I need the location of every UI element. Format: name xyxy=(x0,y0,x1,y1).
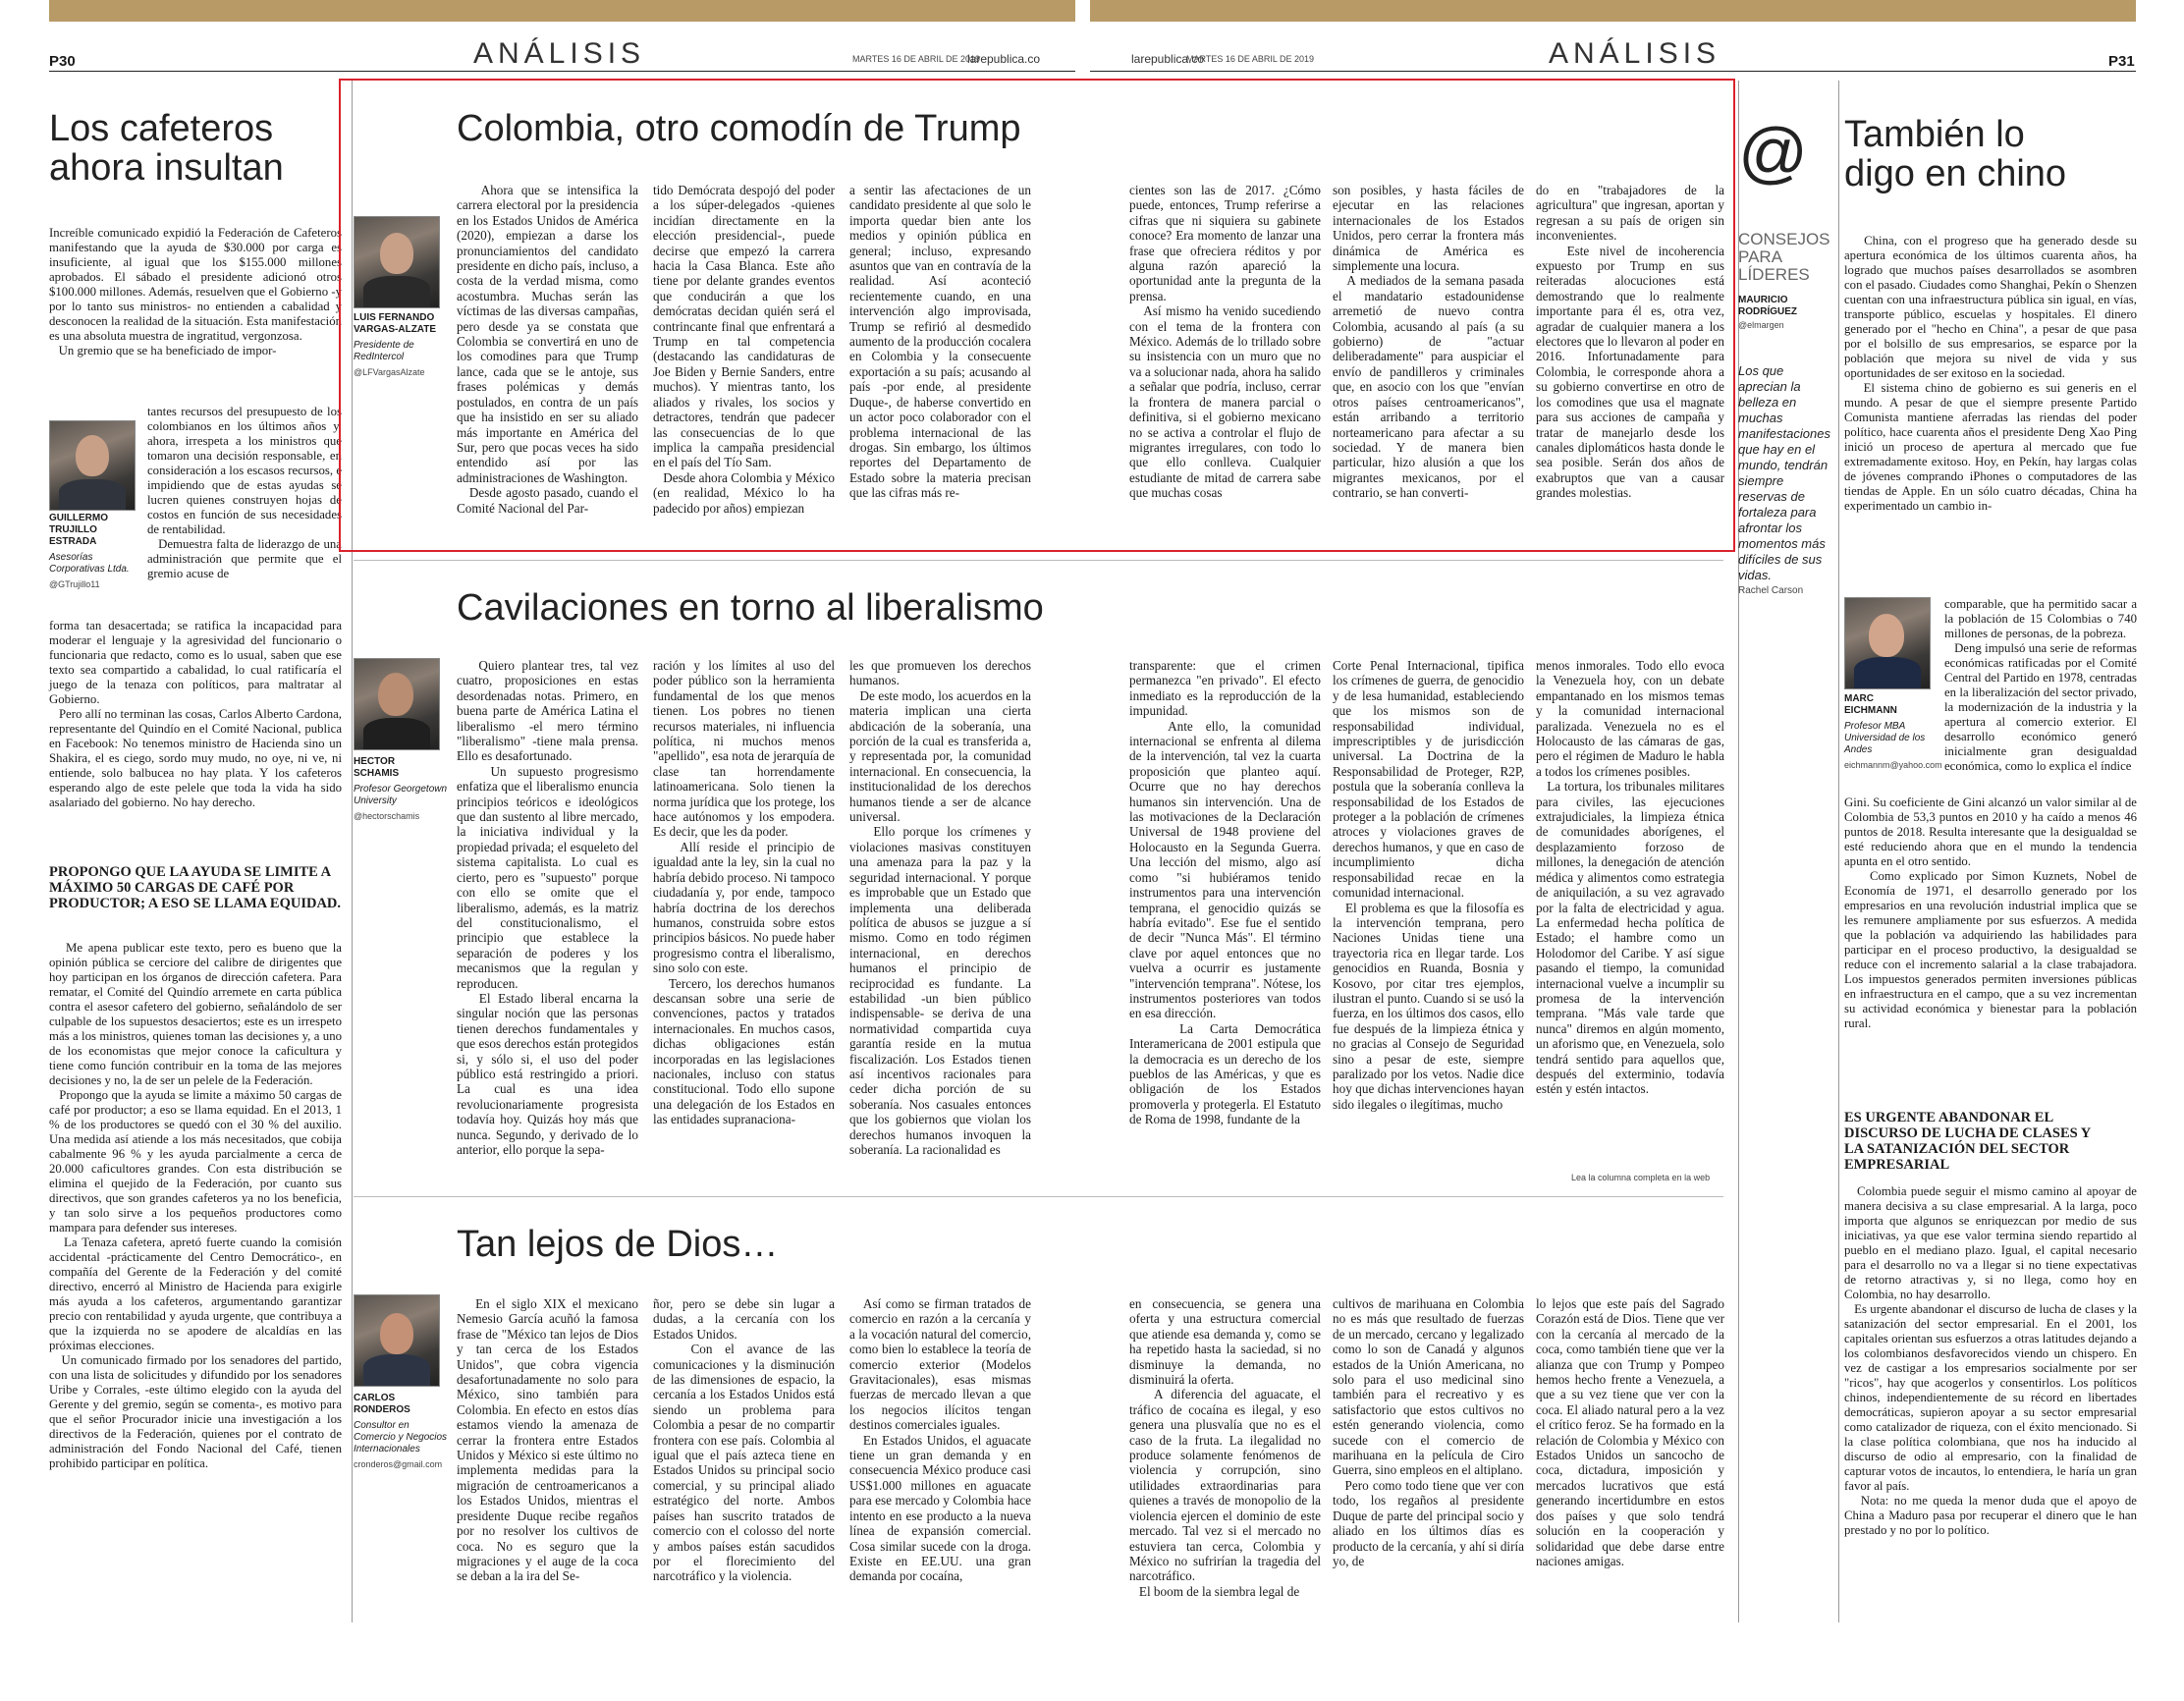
site-right: larepublica.co xyxy=(1131,52,1205,66)
cafeteros-body-d: Me apena publicar este texto, pero es bueno que la opinión pública se cerciore del calibre de dirigentes que hoy participan en los órganos de dirección cafetera. Para rematar, el Comité del Quindío arremete en carta pública contra el asesor cafetero del gobierno, señalándolo de ser culpable de los supuestos desaciertos; este es un irrespeto más a los ministros, quienes toman las decisiones y, a uno de los economistas que mejor conoce la caficultura y tiene como función contribuir en la toma de las mejores decisiones y no, la de ser un pelele de la Federación. Propongo que la ayuda se limite a máximo 50 cargas de café por productor; a eso se llama equidad. En el 2013, 1 % de los productores se quedó con el 30 % del auxilio. Una medida así atiende a los más necesitados, que cobija cabalmente 96 % y les ayuda parcialmente a cerca de 20.000 caficultores grandes. Con esta distribución se elimina el quejido de la Federación, por cuanto sus directivos, que son grandes cafeteros ya no los beneficia, y tan solo sirve a los pequeños productores como mampara para defender sus intereses. La Tenaza cafetera, apretó fuerte cuando la comisión accidental -prácticamente del Centro Democrático-, en compañía del Gerente de la Federación y del comité directivo, encerró al Ministro de Hacienda para exigirle más ayuda a los cafeteros, argumentando garantizar precio con rentabilidad y ayuda urgente, que contribuya a que la izquierda no se apodere de alcaldías en las próximas elecciones. Un comunicado firmado por los senadores del partido, con una lista de solicitudes y difundido por los senadores Uribe y Corrales, -este último elegido con la ayuda del Gerente y del gremio, según se comenta-, es motivo para que el señor Procurador inicie una investigación a los directivos de la Federación, quienes por el contrato de administración del Fondo Nacional del Café, tienen prohibido participar en política. xyxy=(49,941,342,1470)
section-title-right: ANÁLISIS xyxy=(1549,37,1721,70)
trump-author-name-1: LUIS FERNANDO xyxy=(354,312,435,323)
dios-author-handle: cronderos@gmail.com xyxy=(354,1459,443,1469)
dios-title: Tan lejos de Dios… xyxy=(457,1224,779,1265)
trump-col-3: a sentir las afectaciones de un candidato presidente al que solo le importa quedar bien ante los medios y opinión pública en general; incluso, expresando asuntos que van en contravía de la realidad. Así aconteció recientemente cuando, en una intervención algo improvisada, Trump se refirió al desmedido aumento de la producción cocalera en Colombia y la consecuente exportación a su país; acusando al país -por ende, al presidente Duque-, de haberse convertido en un actor poco colaborador con el problema internacional de las drogas. Sin embargo, los últimos reportes del Departamento de Estado sobre la materia precisan que las cifras más re- xyxy=(849,183,1035,501)
liberalismo-author-photo xyxy=(354,658,440,750)
top-bar-left xyxy=(49,0,1075,22)
liberalismo-col-6: menos inmorales. Todo ello evoca la Venezuela hoy, con un debate empantanado en los mismos temas y la comunidad internacional paralizada. Venezuela no es el Holocausto de las cámaras de gas, pero el régimen de Maduro le habla a todos los crímenes posibles. La tortura, los tribunales militares para civiles, las ejecuciones extrajudiciales, la limpieza étnica de comunidades aborígenes, el desplazamiento forzoso de millones, la denegación de atención médica y alimentos como estrategia de aniquilación, a su vez agravado por la falta de electricidad y agua. La enfermedad hecha política de Estado; el hambre como un Holodomor del Caribe. Y así sigue pasando el tiempo, la comunidad internacional vuelve a incumplir su promesa de la intervención temprana. "Más vale tarde que nunca" diremos en algún momento, un aforismo que, en Venezuela, solo tendrá sentido para aquellos que, después del exterminio, todavía estén y estén intactos. xyxy=(1536,658,1724,1097)
cafeteros-author-name-3: ESTRADA xyxy=(49,536,97,547)
trump-author-name-2: VARGAS-ALZATE xyxy=(354,324,437,335)
trump-title: Colombia, otro comodín de Trump xyxy=(457,108,1021,149)
trump-col-5: son posibles, y hasta fáciles de ejecutar en las relaciones internacionales de los Estados Unidos, pero cerrar la frontera más dinámica de América es simplemente una locura. A mediados de la semana pasada el mandatario estadounidense arremetió de nuevo contra Colombia, acusando al país (a su gobierno) de "actuar deliberadamente" para auspiciar el envío de pandilleros y criminales que, en asocio con los que "envían otros países centroamericanos", están arribando a territorio norteamericano para afectar a su sociedad. Y de manera bien particular, hizo alusión a que los migrantes mexicanos, por el contrario, se han converti- xyxy=(1333,183,1524,501)
at-symbol-icon: @ xyxy=(1738,114,1809,191)
chino-body-b: comparable, que ha permitido sacar a la población de 15 Colombias o 740 millones de personas, de la pobreza. Deng impulsó una serie de reformas económicas ratificadas por el Comité Central del Partido en 1978, centradas en la liberalización del sector privado, la modernización de la industria y la apertura al comercio exterior. El desarrollo económico generó inicialmente gran desigualdad económica, como lo explica el índice xyxy=(1944,597,2137,773)
chino-author-title: Profesor MBA Universidad de los Andes xyxy=(1844,721,1926,755)
chino-author-photo xyxy=(1844,597,1931,689)
liberalismo-col-3: les que promueven los derechos humanos. De este modo, los acuerdos en la materia implican una cierta abdicación de la soberanía, una porción de la cual es transferida a, y representada por, la comunidad internacional. En consecuencia, la institucionalidad de los derechos humanos tiende a ser de alcance universal. Ello porque los crímenes y violaciones masivas constituyen una amenaza para la paz y la seguridad internacional. Y porque es improbable que un Estado que implementa una deliberada política de abusos se juzgue a sí mismo. Como en todo régimen internacional, en derechos humanos el principio de reciprocidad es fundante. La estabilidad -un bien público indispensable- se deriva de una normatividad compartida cuya garantía reside en la mutua fiscalización. Los Estados tienen así incentivos racionales para ceder dicha porción de su soberanía. Nos casuales entonces que los gobiernos que violan los derechos humanos invoquen la soberanía. La racionalidad es xyxy=(849,658,1032,1157)
header-rule-right xyxy=(1090,71,2136,72)
consejos-author-handle: @elmargen xyxy=(1738,320,1784,330)
consejos-credit: Rachel Carson xyxy=(1738,585,1804,596)
divider-right xyxy=(1838,81,1839,1622)
liberalismo-author-name-2: SCHAMIS xyxy=(354,768,400,779)
cafeteros-pullquote: PROPONGO QUE LA AYUDA SE LIMITE A MÁXIMO 50 CARGAS DE CAFÉ POR PRODUCTOR; A ESO SE LLAMA EQUIDAD. xyxy=(49,864,342,911)
liberalismo-col-1: Quiero plantear tres, tal vez cuatro, proposiciones en estas desordenadas notas. Primero, en buena parte de América Latina el liberalismo -el mero término "liberalismo" -tiene mala prensa. Ello es desafortunado. Un supuesto progresismo enfatiza que el liberalismo enuncia principios teóricos e ideológicos que dan sustento al libre mercado, la iniciativa individual y la propiedad privada; el esqueleto del sistema capitalista. Lo cual es cierto, pero es "supuesto" porque con ello se omite que el liberalismo, además, es la matriz del constitucionalismo, el principio que establece la separación de poderes y los mecanismos que la regulan y reproducen. El Estado liberal encarna la singular noción que las personas tienen derechos fundamentales y que esos derechos están protegidos si, y sólo si, el uso del poder público está restringido a priori. La cual es una idea revolucionariamente progresista todavía hoy. Quizás hoy más que nunca. Segundo, y derivado de lo anterior, ello porque la sepa- xyxy=(457,658,639,1157)
separator-2 xyxy=(354,1196,1723,1197)
liberalismo-author-title: Profesor Georgetown University xyxy=(354,784,448,806)
chino-title-line1: También lo xyxy=(1844,114,2025,155)
trump-author-handle: @LFVargasAlzate xyxy=(354,367,425,377)
page-number-right: P31 xyxy=(2108,53,2135,70)
cafeteros-body-a: Increíble comunicado expidió la Federación de Cafeteros manifestando que la ayuda de $30.000 por carga es insuficiente, al igual que los $155.000 millones aprobados. El sábado el presidente adicionó otros $100.000 millones. Además, resuelven que el Gobierno -y por lo tanto sus ministros- no entienden a cabalidad y desconocen la realidad de la situación. Esta manifestación es una absoluta muestra de ingratitud, vergonzosa. Un gremio que se ha beneficiado de impor- xyxy=(49,226,342,357)
liberalismo-author xyxy=(354,756,452,821)
chino-title-line2: digo en chino xyxy=(1844,152,2067,194)
section-title-left: ANÁLISIS xyxy=(473,37,646,70)
consejos-quote: Los que aprecian la belleza en muchas manifestaciones que hay en el mundo, tendrán siempre reservas de fortaleza para afrontar los momentos más difíciles de sus vidas. xyxy=(1738,363,1830,582)
chino-body-c: Gini. Su coeficiente de Gini alcanzó un valor similar al de Colombia de 53,3 puntos en 2010 y ha caído a menos 46 puntos de 2018. Resulta interesante que la desigualdad se esté reduciendo ahora que en el mundo la tendencia apunta en el otro sentido. Como explicado por Simon Kuznets, Nobel de Economía de 1971, el desarrollo generado por los empresarios en una revolución industrial implica que se les remunere ampliamente por sus esfuerzos. A medida que la población va adquiriendo las habilidades para participar en el proceso productivo, la desigualdad se reduce con el incremento salarial a la clase trabajadora. Los impuestos generados permiten inversiones públicas en infraestructura en el campo, que a su vez incrementan su actividad económica y bienestar para la población rural. xyxy=(1844,796,2137,1030)
cafeteros-author-name-2: TRUJILLO xyxy=(49,524,97,535)
chino-author-name-2: EICHMANN xyxy=(1844,705,1897,716)
consejos-label xyxy=(1738,231,1830,284)
cafeteros-author-title: Asesorías Corporativas Ltda. xyxy=(49,552,130,575)
cafeteros-title-line2: ahora insultan xyxy=(49,146,284,189)
consejos-label-3: LÍDERES xyxy=(1738,265,1810,284)
liberalismo-col-2: ración y los límites al uso del poder público son la herramienta fundamental de los que menos tienen. Los pobres no tienen recursos materiales, ni influencia política, ni muchos menos "apellido", esa nota de jerarquía de clase tan horrendamente latinoamericana. Solo tienen la norma jurídica que los protege, los hace autónomos y los empodera. Es decir, que les da poder. Allí reside el principio de igualdad ante la ley, sin la cual no habría debido proceso. Ni tampoco ciudadanía y, por ende, tampoco habría doctrina de los derechos humanos, construida sobre estos principios básicos. No puede haber progresismo contra el liberalismo, sino solo con este. Tercero, los derechos humanos descansan sobre una serie de convenciones, pactos y tratados internacionales. En muchos casos, dichas obligaciones están incorporadas en las legislaciones nacionales, incluso con status constitucional. Todo ello supone una delegación de los Estados en las entidades supranaciona- xyxy=(653,658,835,1127)
cafeteros-body-b: tantes recursos del presupuesto de los colombianos en los últimos años y, ahora, irrespeta a los ministros que tomaron una decisión responsable, en consideración a los escasos recursos, e impidiendo que de estas ayudas se lucren quienes construyen hojas de costos en función de sus necesidades de rentabilidad. Demuestra falta de liderazgo de una administración que permite que el gremio acuse de xyxy=(147,405,342,580)
liberalismo-author-handle: @hectorschamis xyxy=(354,811,420,821)
chino-title xyxy=(1844,116,2139,194)
dios-author xyxy=(354,1393,452,1469)
cafeteros-title-line1: Los cafeteros xyxy=(49,108,274,149)
dios-col-1: En el siglo XIX el mexicano Nemesio García acuñó la famosa frase de "México tan lejos de Dios y tan cerca de los Estados Unidos", que cobra vigencia desafortunadamente no solo para México, sino también para Colombia. En efecto en estos días estamos viendo la amenaza de cerrar la frontera entre Estados Unidos y México si este último no implementa medidas para la migración de centroamericanos a los Estados Unidos, mientras el presidente Duque recibe regaños por no resolver los cultivos de coca. No es seguro que la migraciones y el auge de la coca se deban a la ira del Se- xyxy=(457,1296,642,1584)
page-number-left: P30 xyxy=(49,53,76,70)
top-bar-right xyxy=(1090,0,2136,22)
chino-subhead: ES URGENTE ABANDONAR EL DISCURSO DE LUCHA DE CLASES Y LA SATANIZACIÓN DEL SECTOR EMPRESARIAL xyxy=(1844,1110,2091,1173)
trump-author xyxy=(354,312,452,377)
dios-author-name-2: RONDEROS xyxy=(354,1404,410,1415)
dios-col-3: Así como se firman tratados de comercio en razón a la cercanía y a la vocación natural del comercio, como bien lo establece la teoría de comercio exterior (Modelos Gravitacionales), esas mismas fuerzas de mercado llevan a que los negocios ilícitos tengan destinos comerciales iguales. En Estados Unidos, el aguacate tiene un gran demanda y en consecuencia México produce casi US$1.000 millones en aguacate para ese mercado y Colombia hace intento en ese producto a la nueva línea de expansión comercial. Cosa similar sucede con la droga. Existe en EE.UU. una gran demanda por cocaína, xyxy=(849,1296,1032,1584)
liberalismo-author-name-1: HECTOR xyxy=(354,756,396,767)
consejos-label-1: CONSEJOS xyxy=(1738,230,1830,248)
cafeteros-author xyxy=(49,513,137,589)
date-left: MARTES 16 DE ABRIL DE 2019 xyxy=(852,54,981,64)
liberalismo-col-4: transparente: que el crimen permanezca "en privado". El efecto inmediato es la reproducción de la impunidad. Ante ello, la comunidad internacional se enfrenta al dilema de la intervención, tal vez la cuarta proposición que planteo aquí. Ocurre que no hay derechos humanos sin intervención. Una de las motivaciones de la Declaración Universal de 1948 proviene del Holocausto en la Segunda Guerra. Una lección del mismo, algo así como "si hubiéramos tenido instrumentos para una intervención temprana, el genocidio quizás se habría evitado". Ese fue el sentido de decir "Nunca Más". El término clave por aquel entonces que no vuelva a ocurrir es justamente "intervención temprana". Nótese, los instrumentos posteriores van todos en esa dirección. La Carta Democrática Interamericana de 2001 estipula que la democracia es un derecho de los pueblos de las Américas, y que es obligación de los Estados promoverla y protegerla. El Estatuto de Roma de 1998, fundante de la xyxy=(1129,658,1322,1127)
separator-1 xyxy=(354,560,1723,561)
cafeteros-article xyxy=(49,110,339,189)
trump-col-6: do en "trabajadores de la agricultura" que ingresan, aportan y regresan a su país de origen sin inconvenientes. Este nivel de incoherencia expuesto por Trump en sus reiteradas alocuciones está demostrando que lo realmente importante para él es, otra vez, agradar de cualquier manera a los electores que lo llevaron al poder en 2016. Infortunadamente para Colombia, le corresponde ahora a su gobierno convertirse en otro de los comodines que usa el magnate para sus acciones de campaña y tratar de manejarlo desde los canales diplomáticos hasta donde le sea posible. Serán dos años de exabruptos que van a causar grandes molestias. xyxy=(1536,183,1724,501)
trump-col-1: Ahora que se intensifica la carrera electoral por la presidencia en los Estados Unidos de América (2020), empiezan a darse los pronunciamientos del candidato presidente en dicho país, incluso, a costa de la verdad misma, como acostumbra. Muchas serán las víctimas de las diversas campañas, pero desde ya se constata que Colombia se convertirá en uno de los comodines para que Trump lance, cada que se le antoje, sus frases polémicas y demás postulados, en contra de un país que ha insistido en ser su aliado más importante en América del Sur, pero que pocas veces ha sido entendido así por las administraciones de Washington. Desde agosto pasado, cuando el Comité Nacional del Par- xyxy=(457,183,639,516)
dios-col-2: ñor, pero se debe sin lugar a dudas, a la cercanía con los Estados Unidos. Con el avance de las comunicaciones y la disminución de las dimensiones de espacio, la cercanía a los Estados Unidos está siendo un problema para Colombia a pesar de no compartir frontera con ese país. Colombia al igual que el país azteca tiene en Estados Unidos su principal socio comercial, y su principal aliado estratégico del norte. Ambos países han suscrito tratados de comercio con el colosso del norte y ambos países están sacudidos por el florecimiento del narcotráfico y la violencia. xyxy=(653,1296,835,1584)
chino-body-a: China, con el progreso que ha generado desde su apertura económica de los últimos cuarenta años, ha logrado que muchos países desarrollados se asombren con el pasado. Ciudades como Shanghai, Pekín o Shenzen cuentan con una infraestructura pública sin igual, en vías, transporte público, escuelas y hospitales. El dinero generado por el "hecho en China", a pesar de que pasa por el bolsillo de sus empresarios, se esparce por la población que mejora su nivel de vida y sus oportunidades de ser exitoso en la sociedad. El sistema chino de gobierno es sui generis en el mundo. A pesar de que el siempre presente Partido Comunista mantiene aferradas las riendas del poder político, hace cuarenta años el presidente Deng Xao Ping inició un proceso de apertura al mercado que fue extremadamente exitoso. Hoy, en Pekín, hay largas colas de jóvenes comprando iPhones o computadores de las tiendas de Apple. En un sólo cuatro décadas, China ha experimentado un cambio in- xyxy=(1844,234,2137,513)
cafeteros-author-name-1: GUILLERMO xyxy=(49,513,108,523)
dios-col-5: cultivos de marihuana en Colombia no es más que resultado de fuerzas de un mercado, cercano y legalizado como lo son de Canadá y algunos estados de la Unión Americana, no solo para el uso medicinal sino también para el recreativo y es satisfactorio que estos cultivos no estén generando violencia, como sucede con el comercio de marihuana en la película de Ciro Guerra, sino empleos en el altiplano. Pero como todo tiene que ver con todo, los regaños al presidente Duque de parte del principal socio y aliado en los últimos días es producto de la cercanía, y ahí si diría yo, de xyxy=(1333,1296,1525,1568)
site-left: larepublica.co xyxy=(967,52,1041,66)
chino-body-d: Colombia puede seguir el mismo camino al apoyar de manera decisiva a su clase empresarial. A la larga, poco importa que algunos se enriquezcan por medio de sus iniciativas, ya que ese valor termina siendo repartido al pueblo en el mediano plazo. Igual, el capital necesario para el desarrollo no va a llegar si no tiene expectativas de retorno atractivas y, si no llega, como hoy en Colombia, no hay desarrollo. Es urgente abandonar el discurso de lucha de clases y la satanización del sector empresarial. En el 2001, los capitales orientan sus esfuerzos a otras latitudes dejando a los colombianos desfavorecidos viendo un chispero. En vez de castigar a los empresarios socialmente por ser "ricos", hay que acogerlos y consentirlos. Los políticos chinos, independientemente de su récord en libertades democráticas, supieron apoyar a su sector empresarial como catalizador de riqueza, con el éxito mencionado. Si la clase política colombiana, que nos ha inducido al discurso de odio al empresario, con la finalidad de capturar votos de incautos, lo entendiera, le haría un gran favor al país. Nota: no me queda la menor duda que el apoyo de China a Maduro pasa por recuperar el dinero que le han prestado y no por lo político. xyxy=(1844,1184,2137,1537)
cafeteros-body-c: forma tan desacertada; se ratifica la incapacidad para moderar el lenguaje y la agresividad del funcionario o funcionaria que redacto, como es lo usual, saben que ese texto sea compartido a cabalidad, lo cual ratificaría el juego de la tenaza con políticos, para maltratar al Gobierno. Pero allí no terminan las cosas, Carlos Alberto Cardona, representante del Quindío en el Comité Nacional, publica en Facebook: No tenemos ministro de Hacienda sino un Shakira, el es ciego, sordo muy mudo, no oye, ni ve, ni entiende, solo balbucea no hay plata. Y los cafeteros esperando algo de este pelele que toda la vida ha sido asalariado del gobierno. No hay derecho. xyxy=(49,619,342,809)
trump-col-2: tido Demócrata despojó del poder a los súper-delegados -quienes incidían directamente en la elección presidencial-, puede decirse que empezó la carrera hacia la Casa Blanca. Este año tiene por delante grandes eventos que conducirán a que los demócratas decidan quién será el contrincante final que enfrentará a Trump en tal competencia (destacando las candidaturas de Joe Biden y Bernie Sanders, entre muchos). Y mientras tanto, los aliados y rivales, los socios y detractores, tendrán que padecer las consecuencias de lo que implica la campaña presidencial en el país del Tío Sam. Desde ahora Colombia y México (en realidad, México lo ha padecido por años) empiezan xyxy=(653,183,836,516)
trump-author-photo xyxy=(354,216,440,308)
trump-col-4: cientes son las de 2017. ¿Cómo puede, entonces, Trump referirse a cifras que ni siquiera su gabinete conoce? Era momento de lanzar una frase que ofreciera réditos y por alguna razón apareció la oportunidad ante la pregunta de la prensa. Así mismo ha venido sucediendo con el tema de la frontera con México. Además de lo trillado sobre su insistencia con un muro que no va a solucionar nada, ahora ha salido a señalar que podría, incluso, cerrar la frontera de manera parcial o definitiva, si el gobierno mexicano no se activa a controlar el flujo de migrantes irregulares, con todo lo que ello conlleva. Cualquier estudiante de mitad de carrera sabe que muchas cosas xyxy=(1129,183,1322,501)
dios-author-name-1: CARLOS xyxy=(354,1393,396,1403)
dios-col-4: en consecuencia, se genera una oferta y una estructura comercial que atiende esa demanda y, como se ha repetido hasta la saciedad, si no disminuye la demanda, no disminuirá la oferta. A diferencia del aguacate, el tráfico de cocaína es ilegal, y eso genera una plusvalía que no es el caso de la fruta. La ilegalidad no produce solamente fenómenos de violencia y corrupción, sino utilidades extraordinarias para quienes a través de monopolio de la violencia ejercen el dominio de este mercado. Tal vez si el mercado no estuviera tan cerca, Colombia y México no sufrirían la tragedia del narcotráfico. El boom de la siembra legal de xyxy=(1129,1296,1321,1599)
date-right: MARTES 16 DE ABRIL DE 2019 xyxy=(1186,54,1315,64)
consejos-author xyxy=(1738,295,1831,330)
header-rule-left xyxy=(49,71,1075,72)
cafeteros-title xyxy=(49,110,339,189)
dios-author-photo xyxy=(354,1294,440,1387)
consejos-label-2: PARA xyxy=(1738,247,1783,266)
chino-author-handle: eichmannm@yahoo.com xyxy=(1844,760,1942,770)
liberalismo-footnote: Lea la columna completa en la web xyxy=(1571,1173,1711,1182)
liberalismo-col-5: Corte Penal Internacional, tipifica los crímenes de guerra, de genocidio y de lesa humanidad, estableciendo que los mismos son de responsabilidad individual, imprescriptibles y de jurisdicción universal. La Doctrina de la Responsabilidad de Proteger, R2P, postula que la soberanía conlleva la responsabilidad de los Estados de proteger a la población de crímenes atroces y violaciones graves de derechos humanos, y que en caso de incumplimiento dicha responsabilidad recae en la comunidad internacional. El problema es que la filosofía es la intervención temprana, pero Naciones Unidas tiene una trayectoria rica en llegar tarde. Los genocidios en Ruanda, Bosnia y Kosovo, por citar tres ejemplos, ilustran el punto. Cuando si se usó la fuerza, en los últimos dos casos, ello fue después de la limpieza étnica y no gracias al Consejo de Seguridad sino a pesar de este, siempre paralizado por los vetos. Nadie dice hoy que dichas intervenciones hayan sido ilegales o ilegítimas, mucho xyxy=(1333,658,1524,1112)
chino-author xyxy=(1844,693,1942,770)
liberalismo-title: Cavilaciones en torno al liberalismo xyxy=(457,587,1044,629)
dios-col-6: lo lejos que este país del Sagrado Corazón está de Dios. Tiene que ver con la cercanía al mercado de la coca, como también tiene que ver la alianza que con Trump y Pompeo hemos hecho frente a Venezuela, a que a su vez tiene que ver con la coca. El aliado natural pero a la vez el crítico feroz. Se ha formado en la relación de Colombia y México con Estados Unidos un sancocho de coca, dictadura, imposición y mercados lucrativos que está generando incertidumbre en estos dos países y que solo tendrá solución en la cooperación y solidaridad que debe darse entre naciones amigas. xyxy=(1536,1296,1728,1568)
dios-author-title: Consultor en Comercio y Negocios Internacionales xyxy=(354,1420,448,1454)
chino-author-name-1: MARC xyxy=(1844,693,1874,704)
cafeteros-author-photo xyxy=(49,420,136,511)
consejos-author-name-1: MAURICIO xyxy=(1738,295,1788,305)
cafeteros-author-handle: @GTrujillo11 xyxy=(49,579,100,589)
consejos-author-name-2: RODRÍGUEZ xyxy=(1738,306,1797,317)
trump-author-title: Presidente de RedIntercol xyxy=(354,340,414,362)
